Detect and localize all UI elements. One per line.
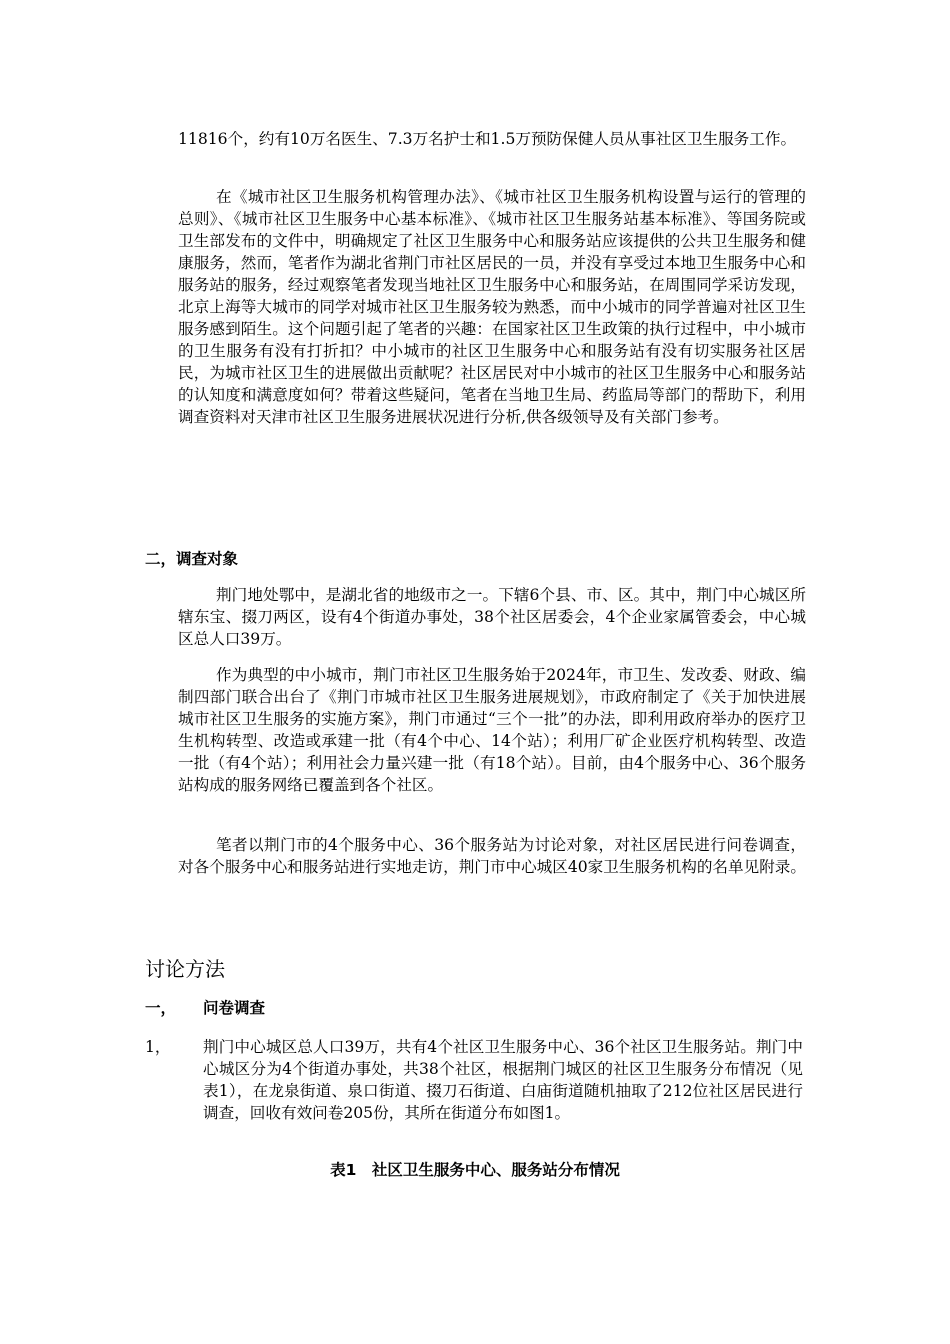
paragraph-background: 在《城市社区卫生服务机构管理办法》、《城市社区卫生服务机构设置与运行的管理的总则》、《城市社区卫生服务中心基本标准》、《城市社区卫生服务站基本标准》、等国务院或卫生部发布的文件中，明确规定了社区卫生服务中心和服务站应该提供的公共卫生服务和健康服务，然而，笔者作为湖北省荆门市社区居民的一员，并没有享受过本地卫生服务中心和服务站的服务，经过观察笔者发现当地社区卫生服务中心和服务站，在周围同学采访发现，北京上海等大城市的同学对城市社区卫生服务较为熟悉，而中小城市的同学普遍对社区卫生服务感到陌生。这个问题引起了笔者的兴趣：在国家社区卫生政策的执行过程中，中小城市的卫生服务有没有打折扣？中小城市的社区卫生服务中心和服务站有没有切实服务社区居民，为城市社区卫生的进展做出贡献呢？社区居民对中小城市的社区卫生服务中心和服务站的认知度和满意度如何？带着这些疑问，笔者在当地卫生局、药监局等部门的帮助下，利用调查资料对天津市社区卫生服务进展状况进行分析,供各级领导及有关部门参考。 (178, 188, 806, 426)
section-heading-survey-subject: 二，调查对象 (145, 550, 239, 568)
subsection-heading-questionnaire: 问卷调查 (203, 999, 266, 1017)
paragraph-jingmen-overview: 荆门地处鄂中，是湖北省的地级市之一。下辖6个县、市、区。其中，荆门中心城区所辖东宝、掇刀两区，设有4个街道办事处，38个社区居委会，4个企业家属管委会，中心城区总人口39万。 (178, 586, 806, 648)
paragraph-research-object: 笔者以荆门市的4个服务中心、36个服务站为讨论对象，对社区居民进行问卷调查，对各个服务中心和服务站进行实地走访，荆门市中心城区40家卫生服务机构的名单见附录。 (178, 836, 806, 876)
section-heading-methods: 讨论方法 (145, 957, 225, 981)
list-item-number: 1， (145, 1038, 171, 1056)
paragraph-intro-continued: 11816个，约有10万名医生、7.3万名护士和1.5万预防保健人员从事社区卫生服务工作。 (178, 130, 797, 148)
subsection-number: 一， (145, 999, 177, 1017)
list-item-text: 荆门中心城区总人口39万，共有4个社区卫生服务中心、36个社区卫生服务站。荆门中心城区分为4个街道办事处，共38个社区，根据荆门城区的社区卫生服务分布情况（见表1），在龙泉街道、泉口街道、掇刀石街道、白庙街道随机抽取了212位社区居民进行调查，回收有效问卷205份，其所在街道分布如图1。 (203, 1038, 803, 1122)
paragraph-community-health-history: 作为典型的中小城市，荆门市社区卫生服务始于2024年，市卫生、发改委、财政、编制四部门联合出台了《荆门市城市社区卫生服务进展规划》，市政府制定了《关于加快进展城市社区卫生服务的实施方案》，荆门市通过“三个一批”的办法，即利用政府举办的医疗卫生机构转型、改造或承建一批（有4个中心、14个站）；利用厂矿企业医疗机构转型、改造一批（有4个站）；利用社会力量兴建一批（有18个站）。目前，由4个服务中心、36个服务站构成的服务网络已覆盖到各个社区。 (178, 666, 806, 794)
table-caption: 表1 社区卫生服务中心、服务站分布情况 (330, 1161, 620, 1179)
